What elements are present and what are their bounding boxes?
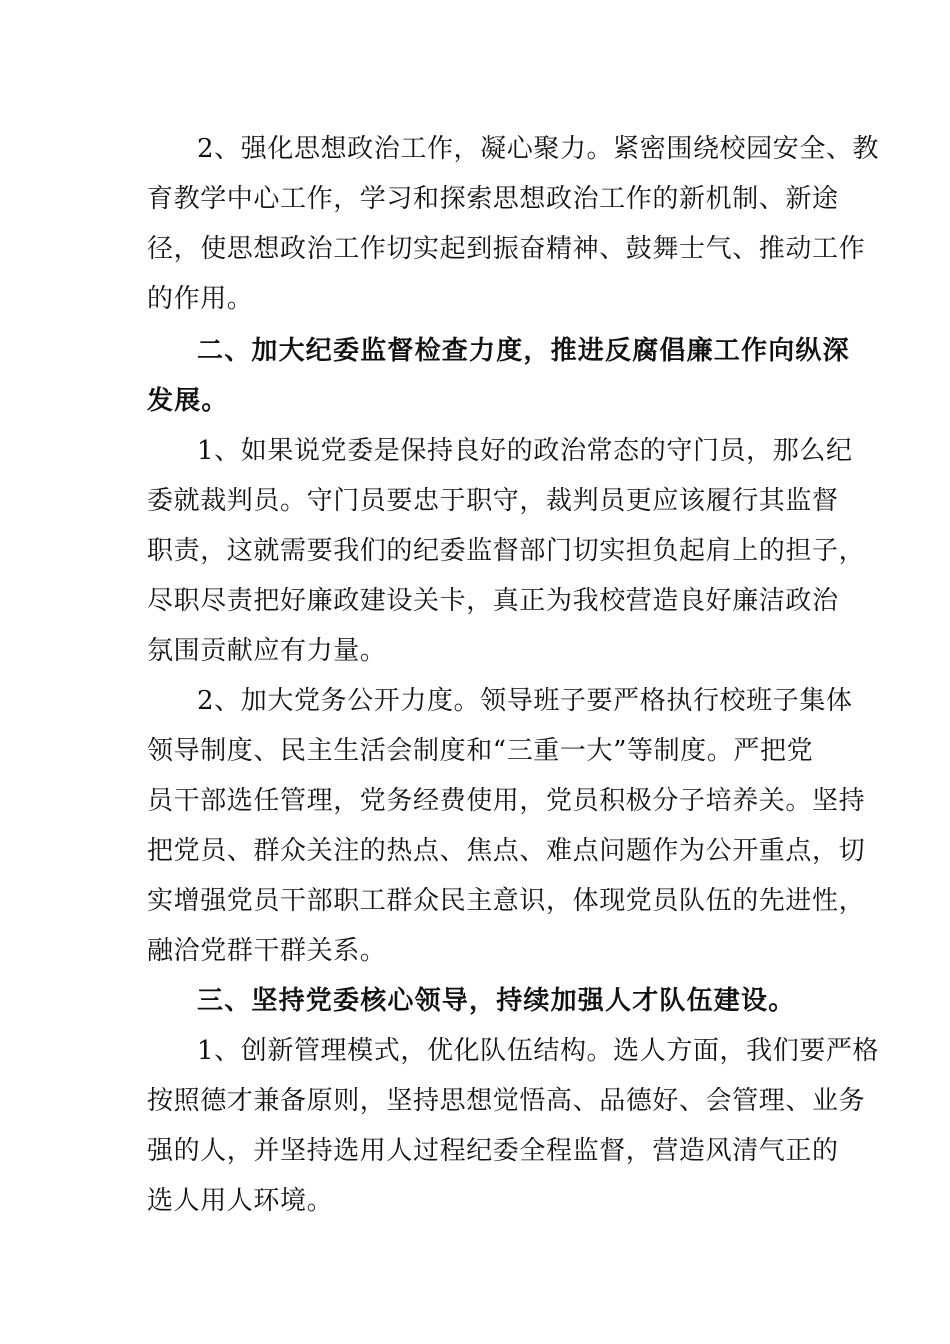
paragraph-3-line-3: 员干部选任管理，党务经费使用，党员积极分子培养关。坚持 — [147, 786, 866, 816]
section-2-heading-line-1: 二、加大纪委监督检查力度，推进反腐倡廉工作向纵深 — [197, 336, 850, 366]
paragraph-3-line-6: 融洽党群干群关系。 — [147, 936, 387, 966]
paragraph-2-line-1: 1、如果说党委是保持良好的政治常态的守门员，那么纪 — [197, 436, 853, 466]
paragraph-3-line-5: 实增强党员干部职工群众民主意识，体现党员队伍的先进性， — [147, 886, 866, 916]
paragraph-4-line-2: 按照德才兼备原则，坚持思想觉悟高、品德好、会管理、业务 — [147, 1086, 866, 1116]
paragraph-2-line-3: 职责，这就需要我们的纪委监督部门切实担负起肩上的担子， — [147, 536, 866, 566]
paragraph-1-line-2: 育教学中心工作，学习和探索思想政治工作的新机制、新途 — [147, 184, 839, 214]
paragraph-3-line-2: 领导制度、民主生活会制度和“三重一大”等制度。严把党 — [147, 736, 814, 766]
paragraph-3-line-4: 把党员、群众关注的热点、焦点、难点问题作为公开重点，切 — [147, 836, 866, 866]
paragraph-2-line-4: 尽职尽责把好廉政建设关卡，真正为我校营造良好廉洁政治 — [147, 586, 839, 616]
paragraph-3-line-1: 2、加大党务公开力度。领导班子要严格执行校班子集体 — [197, 686, 853, 716]
paragraph-1-line-1: 2、强化思想政治工作，凝心聚力。紧密围绕校园安全、教 — [197, 134, 880, 164]
paragraph-4-line-1: 1、创新管理模式，优化队伍结构。选人方面，我们要严格 — [197, 1036, 880, 1066]
paragraph-2-line-5: 氛围贡献应有力量。 — [147, 636, 387, 666]
section-2-heading-line-2: 发展。 — [147, 386, 229, 416]
section-3-heading: 三、坚持党委核心领导，持续加强人才队伍建设。 — [197, 986, 796, 1016]
paragraph-2-line-2: 委就裁判员。守门员要忠于职守，裁判员更应该履行其监督 — [147, 486, 839, 516]
paragraph-4-line-3: 强的人，并坚持选用人过程纪委全程监督，营造风清气正的 — [147, 1136, 839, 1166]
paragraph-1-line-3: 径，使思想政治工作切实起到振奋精神、鼓舞士气、推动工作 — [147, 234, 866, 264]
paragraph-1-line-4: 的作用。 — [147, 284, 254, 314]
paragraph-4-line-4: 选人用人环境。 — [147, 1186, 334, 1216]
